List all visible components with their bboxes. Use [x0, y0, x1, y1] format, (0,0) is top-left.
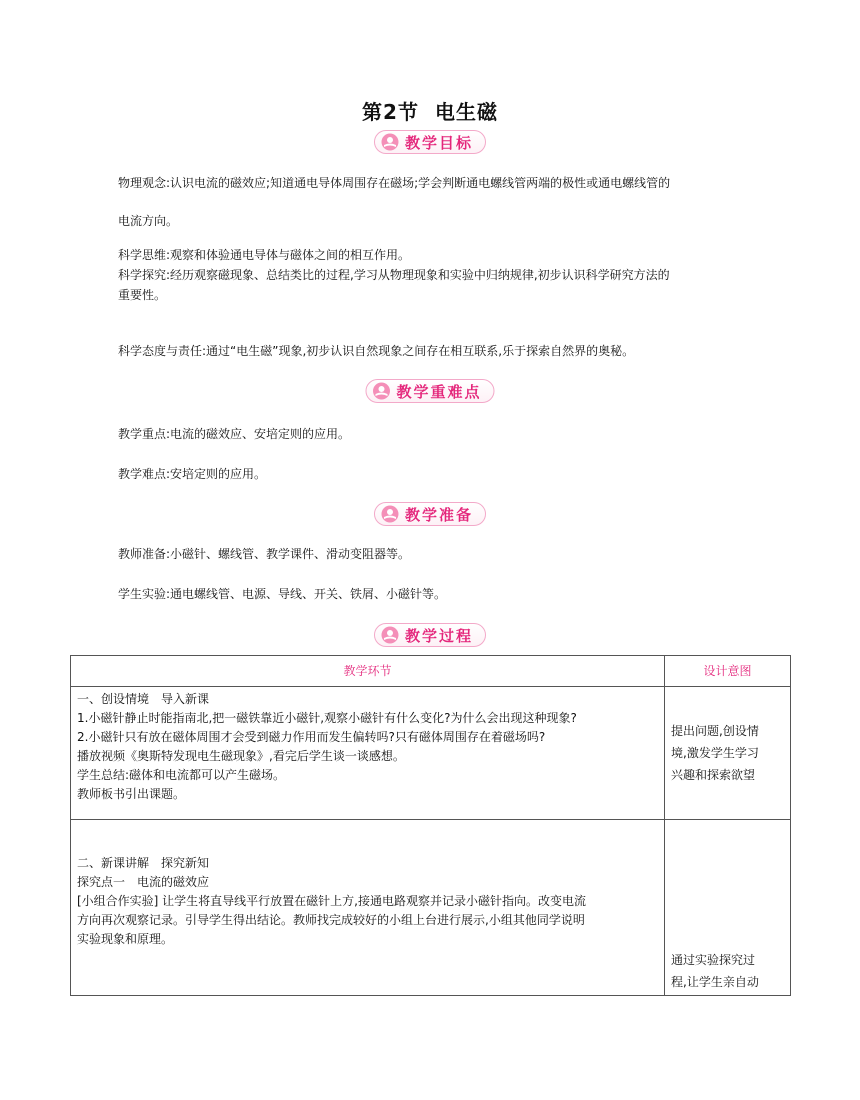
- section-number: 第2节: [362, 100, 419, 124]
- table-header-row: [71, 656, 791, 687]
- row1-line: 学生总结:磁体和电流都可以产生磁场。: [77, 768, 286, 782]
- row2-intent-line: 通过实验探究过: [671, 953, 756, 967]
- badge-preparation: [374, 502, 486, 526]
- row1-heading: 一、创设情境 导入新课: [77, 692, 210, 706]
- row1-line: 教师板书引出课题。: [77, 787, 186, 801]
- table-row: [71, 687, 791, 820]
- key-difficulty: 教学难点:安培定则的应用。: [118, 467, 267, 481]
- badge-preparation-label: 教学准备: [404, 505, 474, 524]
- header-stage: 教学环节: [71, 656, 665, 687]
- row1-line: 1.小磁针静止时能指南北,把一磁铁靠近小磁针,观察小磁针有什么变化?为什么会出现这种现象?: [77, 711, 577, 725]
- section-name: 电生磁: [434, 100, 498, 124]
- key-focus: 教学重点:电流的磁效应、安培定则的应用。: [118, 427, 351, 441]
- objective-inquiry-cont: 重要性。: [118, 288, 167, 302]
- row1-intent-line: 兴趣和探索欲望: [671, 768, 756, 782]
- row1-line: 播放视频《奥斯特发现电生磁现象》,看完后学生谈一谈感想。: [77, 749, 405, 763]
- badge-objectives-label: 教学目标: [404, 133, 474, 152]
- prep-teacher: 教师准备:小磁针、螺线管、教学课件、滑动变阻器等。: [118, 547, 411, 561]
- header-intent: 设计意图: [665, 656, 791, 687]
- row2-line: 实验现象和原理。: [77, 932, 174, 946]
- page-title: [0, 96, 860, 125]
- book-sun-icon: [381, 626, 399, 644]
- prep-student: 学生实验:通电螺线管、电源、导线、开关、铁屑、小磁针等。: [118, 587, 447, 601]
- objective-thinking: 科学思维:观察和体验通电导体与磁体之间的相互作用。: [118, 248, 411, 262]
- row2-subheading: 探究点一 电流的磁效应: [77, 875, 210, 889]
- row1-intent: [665, 687, 791, 820]
- process-table: [70, 655, 791, 996]
- row2-line: [小组合作实验] 让学生将直导线平行放置在磁针上方,接通电路观察并记录小磁针指向。改变电流: [77, 894, 586, 908]
- row2-heading: 二、新课讲解 探究新知: [77, 856, 210, 870]
- row2-line: 方向再次观察记录。引导学生得出结论。教师找完成较好的小组上台进行展示,小组其他同学说明: [77, 913, 585, 927]
- row1-intent-line: 境,激发学生学习: [671, 746, 759, 760]
- row1-intent-line: 提出问题,创设情: [671, 724, 759, 738]
- objective-attitude: 科学态度与责任:通过“电生磁”现象,初步认识自然现象之间存在相互联系,乐于探索自然界的奥秘。: [118, 344, 635, 358]
- row2-intent: [665, 820, 791, 996]
- row2-intent-line: 程,让学生亲自动: [671, 975, 759, 989]
- book-sun-icon: [381, 505, 399, 523]
- row1-stage: [71, 687, 665, 820]
- book-sun-icon: [381, 133, 399, 151]
- row1-line: 2.小磁针只有放在磁体周围才会受到磁力作用而发生偏转吗?只有磁体周围存在着磁场吗?: [77, 730, 546, 744]
- badge-process: [374, 623, 486, 647]
- badge-process-label: 教学过程: [404, 626, 474, 645]
- badge-key-points-label: 教学重难点: [396, 382, 482, 401]
- objective-physics-cont: 电流方向。: [118, 214, 179, 228]
- table-row: [71, 820, 791, 996]
- objective-inquiry: 科学探究:经历观察磁现象、总结类比的过程,学习从物理现象和实验中归纳规律,初步认识科学研究方法的: [118, 268, 670, 282]
- book-sun-icon: [372, 382, 390, 400]
- badge-key-points: [365, 379, 494, 403]
- objective-physics: 物理观念:认识电流的磁效应;知道通电导体周围存在磁场;学会判断通电螺线管两端的极性或通电螺线管的: [118, 176, 671, 190]
- row2-stage: [71, 820, 665, 996]
- badge-objectives: [374, 130, 486, 154]
